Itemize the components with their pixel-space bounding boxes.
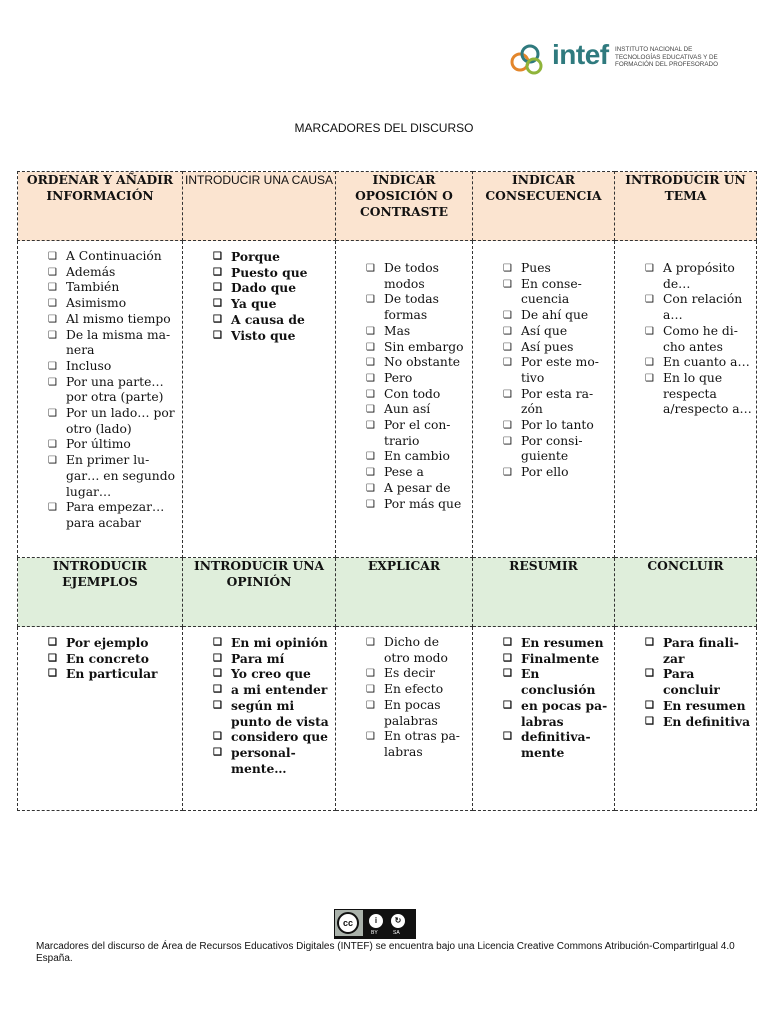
header-oposicion: INDICAR OPOSICIÓN O CONTRASTE bbox=[336, 172, 473, 241]
list-item: ❑ personal-mente… bbox=[213, 745, 331, 776]
list-item: ❑ En conclusión bbox=[503, 666, 610, 697]
list-item: ❑ Al mismo tiempo bbox=[48, 312, 178, 328]
list-item: ❑ De todos modos bbox=[366, 261, 468, 292]
list-tema bbox=[615, 241, 756, 422]
list-item: ❑ Pues bbox=[503, 261, 610, 277]
cc-license-badge[interactable] bbox=[334, 909, 416, 939]
list-item: ❑ definitiva-mente bbox=[503, 729, 610, 760]
list-explicar bbox=[336, 627, 472, 765]
list-item: ❑ Por más que bbox=[366, 497, 468, 513]
cell-ejemplos bbox=[18, 627, 183, 811]
list-item: ❑ Por lo tanto bbox=[503, 418, 610, 434]
list-item: ❑ Por consi-guiente bbox=[503, 434, 610, 465]
list-item: ❑ A causa de bbox=[213, 312, 331, 328]
header-concluir: CONCLUIR bbox=[615, 558, 757, 627]
cell-tema bbox=[615, 241, 757, 558]
list-item: ❑ En primer lu-gar… en segundo lugar… bbox=[48, 453, 178, 500]
list-item: ❑ Así que bbox=[503, 324, 610, 340]
list-item: ❑ A Continuación bbox=[48, 249, 178, 265]
list-item: ❑ Por una parte… por otra (parte) bbox=[48, 375, 178, 406]
cell-resumir bbox=[473, 627, 615, 811]
list-item: ❑ No obstante bbox=[366, 355, 468, 371]
list-item: ❑ A propósito de… bbox=[645, 261, 752, 292]
list-item: ❑ En mi opinión bbox=[213, 635, 331, 651]
logo-wordmark: intef bbox=[552, 39, 609, 70]
list-item: ❑ Como he di-cho antes bbox=[645, 324, 752, 355]
list-item: ❑ Por último bbox=[48, 437, 178, 453]
cell-oposicion bbox=[336, 241, 473, 558]
list-item: ❑ De la misma ma-nera bbox=[48, 328, 178, 359]
list-item: ❑ En cuanto a… bbox=[645, 355, 752, 371]
license-text: Marcadores del discurso de Área de Recursos Educativos Digitales (INTEF) se encuentra bajo una Licencia Creative Commons Atribución-CompartirIgual 4.0 España. bbox=[36, 941, 735, 965]
cell-explicar bbox=[336, 627, 473, 811]
list-item: ❑ Por ello bbox=[503, 465, 610, 481]
list-item: ❑ En cambio bbox=[366, 449, 468, 465]
body-row-2 bbox=[18, 627, 757, 811]
header-explicar: EXPLICAR bbox=[336, 558, 473, 627]
list-item: ❑ En lo que respecta a/respecto a… bbox=[645, 371, 752, 418]
header-causa: INTRODUCIR UNA CAUSA bbox=[183, 172, 336, 241]
list-item: ❑ Yo creo que bbox=[213, 666, 331, 682]
list-item: ❑ Por esta ra-zón bbox=[503, 387, 610, 418]
list-ejemplos bbox=[18, 627, 182, 686]
cell-causa bbox=[183, 241, 336, 558]
list-item: ❑ En particular bbox=[48, 666, 178, 682]
list-item: ❑ Finalmente bbox=[503, 651, 610, 667]
header-row-2 bbox=[18, 558, 757, 627]
list-item: ❑ Puesto que bbox=[213, 265, 331, 281]
list-item: ❑ en pocas pa-labras bbox=[503, 698, 610, 729]
list-item: ❑ Porque bbox=[213, 249, 331, 265]
markers-table bbox=[17, 171, 757, 811]
cc-by-label: BY bbox=[371, 930, 378, 936]
list-item: ❑ A pesar de bbox=[366, 481, 468, 497]
list-item: ❑ En conse-cuencia bbox=[503, 277, 610, 308]
list-item: ❑ Además bbox=[48, 265, 178, 281]
list-item: ❑ considero que bbox=[213, 729, 331, 745]
list-opinion bbox=[183, 627, 335, 780]
list-consecuencia bbox=[473, 241, 614, 485]
list-item: ❑ Sin embargo bbox=[366, 340, 468, 356]
list-item: ❑ Incluso bbox=[48, 359, 178, 375]
list-item: ❑ Con todo bbox=[366, 387, 468, 403]
list-item: ❑ Pero bbox=[366, 371, 468, 387]
list-item: ❑ Por un lado… por otro (lado) bbox=[48, 406, 178, 437]
list-resumir bbox=[473, 627, 614, 765]
list-item: ❑ Por este mo-tivo bbox=[503, 355, 610, 386]
cell-consecuencia bbox=[473, 241, 615, 558]
list-item: ❑ Ya que bbox=[213, 296, 331, 312]
list-item: ❑ a mi entender bbox=[213, 682, 331, 698]
list-item: ❑ Así pues bbox=[503, 340, 610, 356]
header-ordenar: ORDENAR Y AÑADIR INFORMACIÓN bbox=[18, 172, 183, 241]
list-causa bbox=[183, 241, 335, 347]
cell-concluir bbox=[615, 627, 757, 811]
header-consecuencia: INDICAR CONSECUENCIA bbox=[473, 172, 615, 241]
header-ejemplos: INTRODUCIR EJEMPLOS bbox=[18, 558, 183, 627]
list-item: ❑ Por el con-trario bbox=[366, 418, 468, 449]
intef-logo-icon bbox=[508, 42, 550, 76]
list-ordenar bbox=[18, 241, 182, 536]
list-oposicion bbox=[336, 241, 472, 516]
list-item: ❑ Dado que bbox=[213, 280, 331, 296]
list-item: ❑ Por ejemplo bbox=[48, 635, 178, 651]
list-item: ❑ Dicho de otro modo bbox=[366, 635, 468, 666]
logo-institution-name: INSTITUTO NACIONAL DE TECNOLOGÍAS EDUCATIVAS Y DE FORMACIÓN DEL PROFESORADO bbox=[615, 46, 718, 69]
document-title: MARCADORES DEL DISCURSO bbox=[294, 121, 474, 135]
list-item: ❑ Asimismo bbox=[48, 296, 178, 312]
list-item: ❑ En concreto bbox=[48, 651, 178, 667]
list-item: ❑ Para concluir bbox=[645, 666, 752, 697]
list-item: ❑ Mas bbox=[366, 324, 468, 340]
list-item: ❑ Para finali-zar bbox=[645, 635, 752, 666]
list-concluir bbox=[615, 627, 756, 733]
list-item: ❑ En efecto bbox=[366, 682, 468, 698]
header-tema: INTRODUCIR UN TEMA bbox=[615, 172, 757, 241]
list-item: ❑ Visto que bbox=[213, 328, 331, 344]
list-item: ❑ En resumen bbox=[645, 698, 752, 714]
list-item: ❑ En definitiva bbox=[645, 714, 752, 730]
list-item: ❑ También bbox=[48, 280, 178, 296]
list-item: ❑ De ahí que bbox=[503, 308, 610, 324]
list-item: ❑ De todas formas bbox=[366, 292, 468, 323]
header-row-1 bbox=[18, 172, 757, 241]
intef-logo bbox=[508, 39, 723, 78]
header-opinion: INTRODUCIR UNA OPINIÓN bbox=[183, 558, 336, 627]
list-item: ❑ Es decir bbox=[366, 666, 468, 682]
list-item: ❑ En otras pa-labras bbox=[366, 729, 468, 760]
cc-icon: cc bbox=[337, 912, 359, 934]
list-item: ❑ En pocas palabras bbox=[366, 698, 468, 729]
cell-ordenar bbox=[18, 241, 183, 558]
cc-sa-label: SA bbox=[393, 930, 400, 936]
share-alike-icon: ↻ bbox=[389, 912, 407, 930]
list-item: ❑ En resumen bbox=[503, 635, 610, 651]
list-item: ❑ Pese a bbox=[366, 465, 468, 481]
list-item: ❑ según mi punto de vista bbox=[213, 698, 331, 729]
body-row-1 bbox=[18, 241, 757, 558]
cell-opinion bbox=[183, 627, 336, 811]
header-resumir: RESUMIR bbox=[473, 558, 615, 627]
list-item: ❑ Para mí bbox=[213, 651, 331, 667]
attribution-icon: i bbox=[367, 912, 385, 930]
list-item: ❑ Con relación a… bbox=[645, 292, 752, 323]
list-item: ❑ Aun así bbox=[366, 402, 468, 418]
list-item: ❑ Para empezar… para acabar bbox=[48, 500, 178, 531]
